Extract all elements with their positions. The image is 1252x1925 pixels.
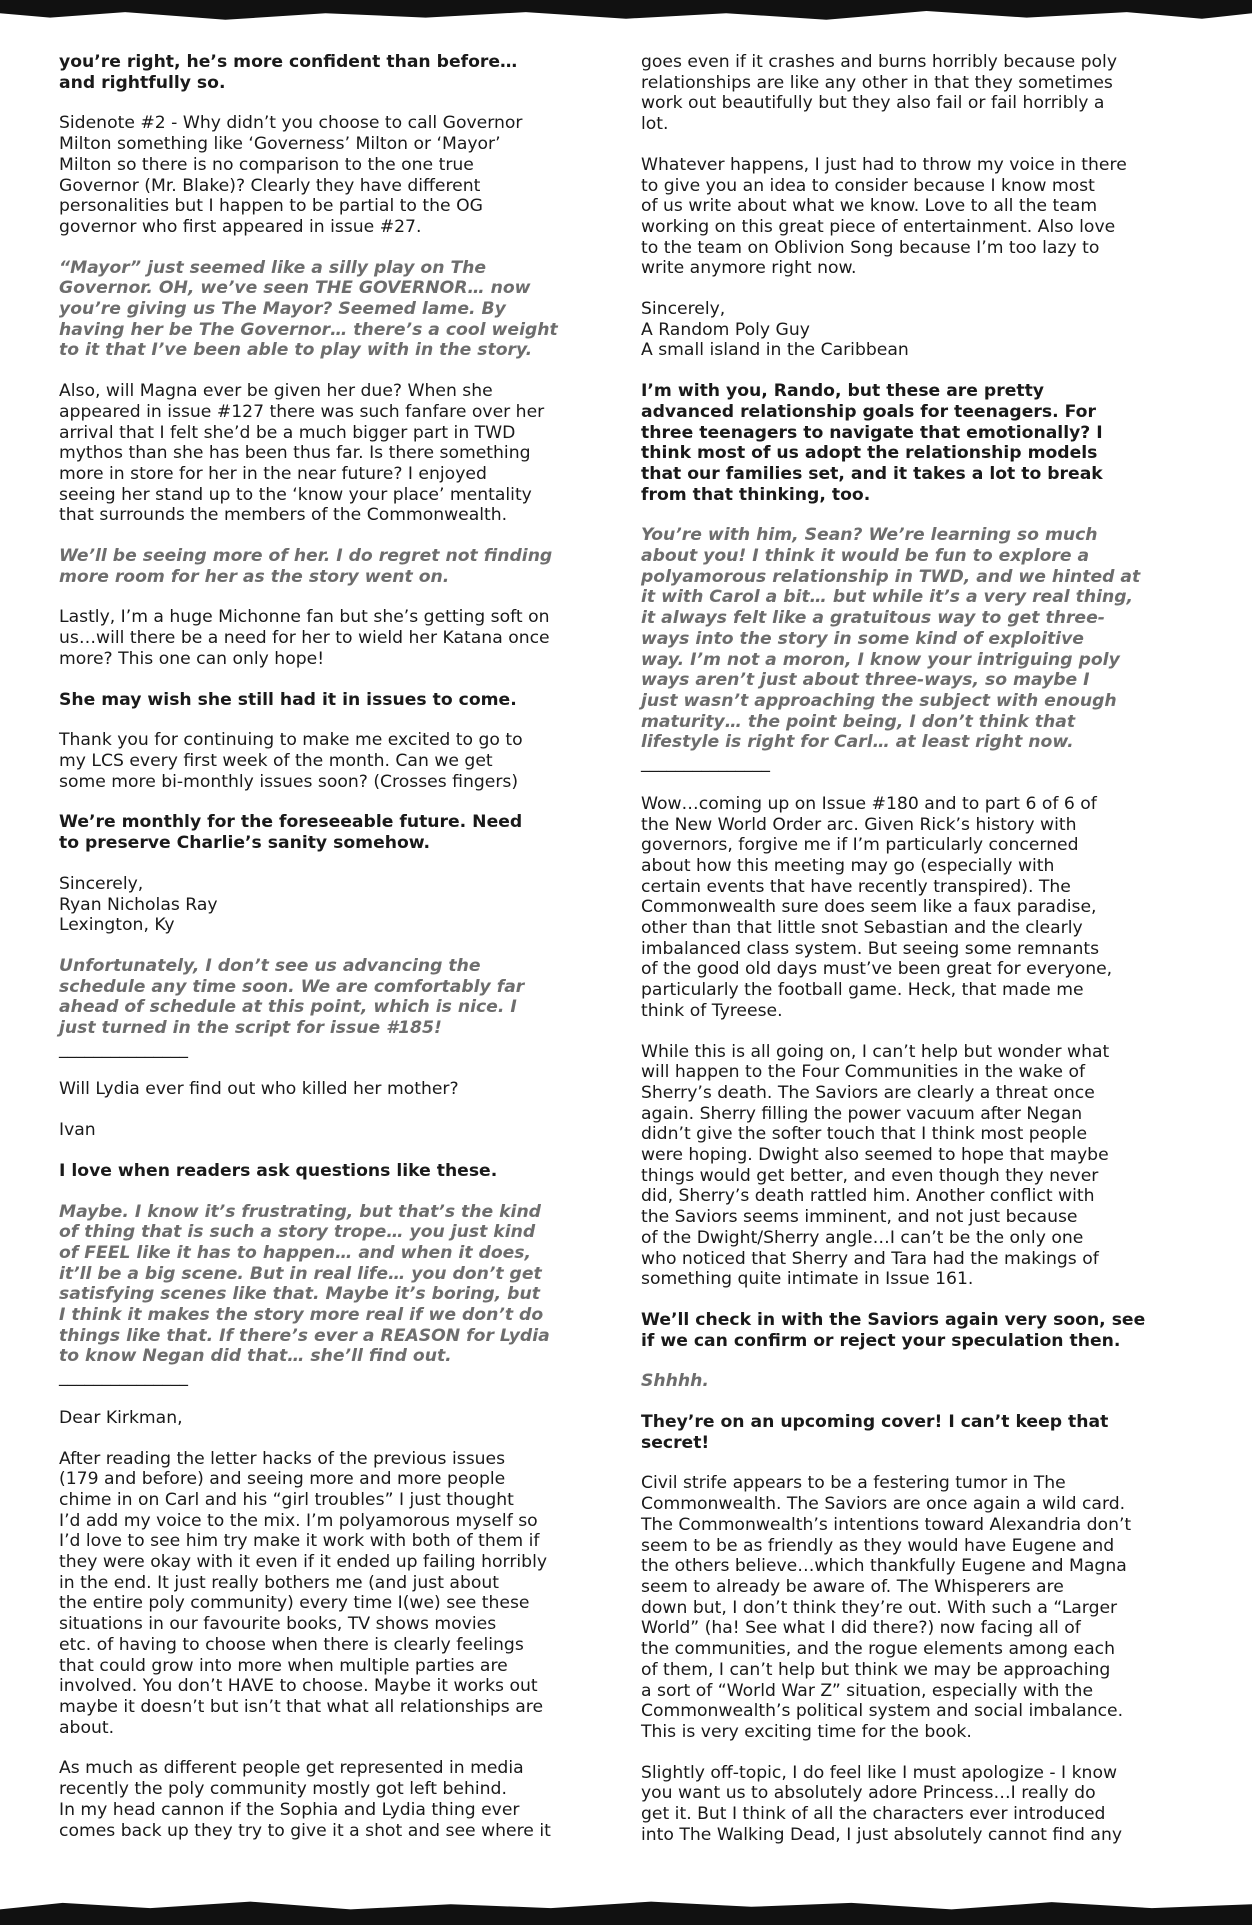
letter-paragraph: Lastly, I’m a huge Michonne fan but she’s getting soft on us…will there be a need for her to wield her Katana once more? This one can only hope! xyxy=(59,607,550,669)
editor-reply: I’m with you, Rando, but these are pretty advanced relationship goals for teenagers. For three teenagers to navigate that emotionally? I think most of us adopt the relationship models that our families set, and it takes a lot to break from that thinking, too. xyxy=(641,381,1103,505)
editor-reply: Shhhh. xyxy=(641,1371,709,1392)
section-separator: _______________ xyxy=(59,1038,188,1059)
letter-paragraph: goes even if it crashes and burns horribly because poly relationships are like any other in that they sometimes work out beautifully but they also fail or fail horribly a lot. xyxy=(641,52,1117,135)
right-column xyxy=(641,52,1194,1865)
editor-reply: I love when readers ask questions like these. xyxy=(59,1160,498,1181)
left-column xyxy=(59,52,612,1861)
letter-paragraph: Also, will Magna ever be given her due? When she appeared in issue #127 there was such fanfare over her arrival that I felt she’d be a much bigger part in TWD mythos than she has been thus far. Is there something more in store for her in the near future? I enjoyed seeing her stand up to the ‘know your place’ mentality that surrounds the members of the Commonwealth. xyxy=(59,381,545,526)
editor-reply: We’ll be seeing more of her. I do regret not finding more room for her as the story went on. xyxy=(59,546,553,587)
letter-paragraph: As much as different people get represented in media recently the poly community mostly got left behind. In my head cannon if the Sophia and Lydia thing ever comes back up they try to give it a shot and see where it xyxy=(59,1758,551,1841)
letter-paragraph: Whatever happens, I just had to throw my voice in there to give you an idea to consider because I know most of us write about what we know. Love to all the team working on this great piece of entertainment. Also love to the team on Oblivion Song because I’m too lazy to write anymore right now. xyxy=(641,154,1127,279)
letter-paragraph: Will Lydia ever find out who killed her mother? xyxy=(59,1079,459,1100)
letter-signature: Ivan xyxy=(59,1120,96,1141)
editor-reply: We’re monthly for the foreseeable future. Need to preserve Charlie’s sanity somehow. xyxy=(59,812,523,854)
bottom-torn-border xyxy=(0,1899,1252,1925)
letter-paragraph: Wow…coming up on Issue #180 and to part 6 of 6 of the New World Order arc. Given Rick’s history with governors, forgive me if I’m particularly concerned about how this meeting may go (especially with certain events that have recently transpired). The Commonwealth sure does seem like a faux paradise, other than that little snot Sebastian and the clearly imbalanced class system. But seeing some remnants of the good old days must’ve been great for everyone, particularly the football game. Heck, that made me think of Tyreese. xyxy=(641,793,1113,1021)
letter-salutation: Dear Kirkman, xyxy=(59,1407,183,1428)
editor-reply: They’re on an upcoming cover! I can’t keep that secret! xyxy=(641,1412,1109,1453)
top-torn-border xyxy=(0,0,1252,22)
letter-signature: Sincerely, Ryan Nicholas Ray Lexington, Ky xyxy=(59,873,218,936)
letter-paragraph: After reading the letter hacks of the previous issues (179 and before) and seeing more and more people chime in on Carl and his “girl troubles” I just thought I’d add my voice to the mix. I’m polyamorous myself so I’d love to see him try make it work with both of them if they were okay with it even if it ended up failing horribly in the end. It just really bothers me (and just about the entire poly community) every time I(we) see these situations in our favourite books, TV shows movies etc. of having to choose when there is clearly feelings that could grow into more when multiple parties are involved. You don’t HAVE to choose. Maybe it works out maybe it doesn’t but isn’t that what all relationships are about. xyxy=(59,1448,548,1738)
editor-reply: Maybe. I know it’s frustrating, but that’s the kind of thing that is such a story trope… you just kind of FEEL like it has to happen… and when it does, it’ll be a big scene. But in real life… you don’t get satisfying scenes like that. Maybe it’s boring, but I think it makes the story more real if we don’t do things like that. If there’s ever a REASON for Lydia to know Negan did that… she’ll find out. xyxy=(59,1201,550,1367)
editor-reply: She may wish she still had it in issues to come. xyxy=(59,689,517,710)
letter-paragraph: Sidenote #2 - Why didn’t you choose to call Governor Milton something like ‘Governess’ Milton or ‘Mayor’ Milton so there is no comparison to the one true Governor (Mr. Blake)? Clearly they have different personalities but I happen to be partial to the OG governor who first appeared in issue #27. xyxy=(59,113,523,237)
editor-reply: “Mayor” just seemed like a silly play on The Governor. OH, we’ve seen THE GOVERNOR… now you’re giving us The Mayor? Seemed lame. By having her be The Governor… there’s a cool weight to it that I’ve been able to play with in the story. xyxy=(59,257,558,361)
editor-reply: you’re right, he’s more confident than before… and rightfully so. xyxy=(59,52,518,93)
section-separator: _______________ xyxy=(59,1367,188,1388)
editor-reply: Unfortunately, I don’t see us advancing the schedule any time soon. We are comfortably far ahead of schedule at this point, which is nice. I just turned in the script for issue #185! xyxy=(59,955,525,1039)
letter-signature: Sincerely, A Random Poly Guy A small island in the Caribbean xyxy=(641,299,909,361)
letter-paragraph: While this is all going on, I can’t help but wonder what will happen to the Four Communities in the wake of Sherry’s death. The Saviors are clearly a threat once again. Sherry filling the power vacuum after Negan didn’t give the softer touch that I think most people were hoping. Dwight also seemed to hope that maybe things would get better, and even though they never did, Sherry’s death rattled him. Another conflict with the Saviors seems imminent, and not just because of the Dwight/Sherry angle…I can’t be the only one who noticed that Sherry and Tara had the makings of something quite intimate in Issue 161. xyxy=(641,1041,1110,1290)
letter-paragraph: Thank you for continuing to make me excited to go to my LCS every first week of the month. Can we get some more bi-monthly issues soon? (Crosses fingers) xyxy=(59,730,523,792)
editor-reply: You’re with him, Sean? We’re learning so much about you! I think it would be fun to explore a polyamorous relationship in TWD, and we hinted at it with Carol a bit… but while it’s a very real thing, it always felt like a gratuitous way to get three- ways into the story in some kind of exploitive way. I’m not a moron, I know your intriguing poly ways aren’t just about three-ways, so maybe I just wasn’t approaching the subject with enough maturity… the point being, I don’t think that lifestyle is right for Carl… at least right now. xyxy=(641,525,1141,753)
editor-reply: We’ll check in with the Saviors again very soon, see if we can confirm or reject your speculation then. xyxy=(641,1309,1146,1351)
letter-paragraph: Civil strife appears to be a festering tumor in The Commonwealth. The Saviors are once again a wild card. The Commonwealth’s intentions toward Alexandria don’t seem to be as friendly as they would have Eugene and the others believe…which thankfully Eugene and Magna seem to already be aware of. The Whisperers are down but, I don’t think they’re out. With such a “Larger World” (ha! See what I did there?) now facing all of the communities, and the rogue elements among each of them, I can’t help but think we may be approaching a sort of “World War Z” situation, especially with the Commonwealth’s political system and social imbalance. This is very exciting time for the book. xyxy=(641,1473,1132,1742)
section-separator: _______________ xyxy=(641,753,770,774)
letter-paragraph: Slightly off-topic, I do feel like I must apologize - I know you want us to absolutely adore Princess…I really do get it. But I think of all the characters ever introduced into The Walking Dead, I just absolutely cannot find any xyxy=(641,1762,1123,1845)
